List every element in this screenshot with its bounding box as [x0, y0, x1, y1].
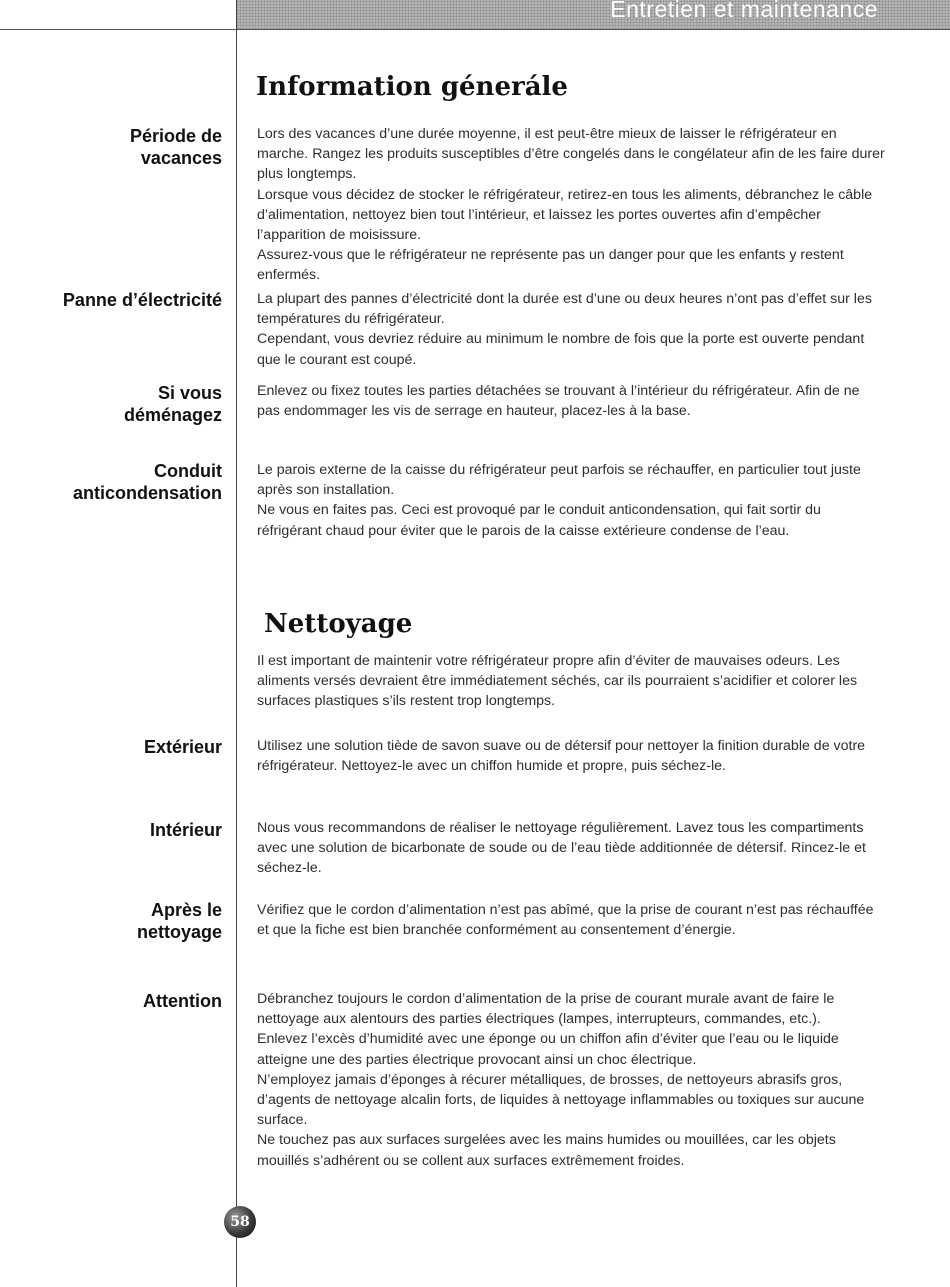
label-demenagez-line2: déménagez [123, 404, 222, 425]
paragraph: Nous vous recommandons de réaliser le nettoyage régulièrement. Lavez tous les compartiments avec une solution de bicarbonate de soude ou de l’eau tiède additionnée de détersif. Rincez-le et séchez-le. [257, 820, 866, 877]
label-interieur [150, 820, 222, 842]
label-exterieur [144, 737, 222, 759]
page-number-badge: 58 [224, 1206, 256, 1238]
label-vacances [130, 126, 222, 169]
label-vacances-line2: vacances [140, 147, 222, 168]
text-exterieur [257, 736, 885, 776]
paragraph: Lors des vacances d’une durée moyenne, il est peut-être mieux de laisser le réfrigérateur en marche. Rangez les produits susceptibles d’être congelés dans le congélateur afin de les faire durer plus longtemps. [257, 126, 885, 183]
text-panne [257, 289, 885, 370]
label-vacances-line1: Période de [129, 126, 222, 146]
paragraph: Débranchez toujours le cordon d’alimentation de la prise de courant murale avant de faire le nettoyage aux alentours des parties électriques (lampes, interrupteurs, commandes, etc.). [257, 991, 835, 1028]
paragraph: Il est important de maintenir votre réfrigérateur propre afin d’éviter de mauvaises odeurs. Les aliments versés devraient être immédiatement séchés, car ils pourraient s’acidifier et colorer les surfaces plastiques s’ils restent trop longtemps. [257, 653, 858, 710]
paragraph: Vérifiez que le cordon d’alimentation n’est pas abîmé, que la prise de courant n’est pas réchauffée et que la fiche est bien branchée conformément au consentement d’énergie. [257, 902, 874, 939]
label-demenagez-line1: Si vous [157, 383, 222, 403]
header-band [236, 0, 950, 29]
column-divider [236, 0, 237, 1287]
paragraph: N’employez jamais d’éponges à récurer métalliques, de brosses, de nettoyeurs abrasifs gros, d’agents de nettoyage alcalin forts, de liquides à nettoyage inflammables ou toxiques sur aucune surface. [257, 1071, 865, 1129]
paragraph: Lorsque vous décidez de stocker le réfrigérateur, retirez-en tous les aliments, débranchez le câble d’alimentation, nettoyez bien tout l’intérieur, et laissez les portes ouvertes afin d’empêcher l’apparition de moisissure. [257, 186, 873, 244]
label-apres [137, 900, 222, 943]
label-interieur-line1: Intérieur [149, 820, 222, 840]
section-title-cleaning: Nettoyage [264, 609, 413, 639]
paragraph: Ne vous en faites pas. Ceci est provoqué par le conduit anticondensation, qui fait sortir du réfrigérant chaud pour éviter que le parois de la caisse extérieure condense de l’eau. [257, 502, 821, 539]
header-title: Entretien et maintenance [610, 0, 878, 22]
paragraph: Cependant, vous devriez réduire au minimum le nombre de fois que la porte est ouverte pendant que le courant est coupé. [257, 331, 865, 368]
paragraph: Utilisez une solution tiède de savon suave ou de détersif pour nettoyer la finition durable de votre réfrigérateur. Nettoyez-le avec un chiffon humide et propre, puis séchez-le. [257, 738, 866, 775]
section-title-general: Information génerále [256, 72, 568, 102]
label-apres-line2: nettoyage [136, 921, 222, 942]
label-attention [143, 991, 222, 1013]
label-panne-line1: Panne d’électricité [62, 290, 222, 310]
label-apres-line1: Après le [150, 900, 222, 920]
label-demenagez [124, 383, 222, 426]
label-attention-line1: Attention [143, 991, 222, 1011]
paragraph: La plupart des pannes d’électricité dont la durée est d’une ou deux heures n’ont pas d’effet sur les températures du réfrigérateur. [257, 291, 872, 328]
text-interieur [257, 818, 885, 879]
text-apres [257, 900, 885, 940]
text-conduit [257, 460, 885, 541]
label-conduit-line2: anticondensation [72, 482, 222, 503]
text-demenagez [257, 381, 885, 421]
label-panne [63, 290, 222, 312]
paragraph: Enlevez l’excès d’humidité avec une éponge ou un chiffon afin d’éviter que l’eau ou le liquide atteigne une des parties électrique provocant ainsi un choc électrique. [257, 1031, 839, 1068]
label-conduit [73, 461, 222, 504]
paragraph: Ne touchez pas aux surfaces surgelées avec les mains humides ou mouillées, car les objets mouillés s’adhérent ou se collent aux surfaces extrêmement froides. [257, 1132, 836, 1169]
label-exterieur-line1: Extérieur [143, 737, 222, 757]
paragraph: Enlevez ou fixez toutes les parties détachées se trouvant à l’intérieur du réfrigérateur. Afin de ne pas endommager les vis de serrage en hauteur, placez-les à la base. [257, 383, 860, 420]
text-cleaning-intro [257, 651, 885, 712]
paragraph: Le parois externe de la caisse du réfrigérateur peut parfois se réchauffer, en particulier tout juste après son installation. [257, 462, 861, 499]
paragraph: Assurez-vous que le réfrigérateur ne représente pas un danger pour que les enfants y restent enfermés. [257, 247, 844, 284]
header-rule [0, 29, 950, 30]
label-conduit-line1: Conduit [154, 461, 222, 481]
text-attention [257, 989, 885, 1171]
text-vacances [257, 124, 885, 286]
